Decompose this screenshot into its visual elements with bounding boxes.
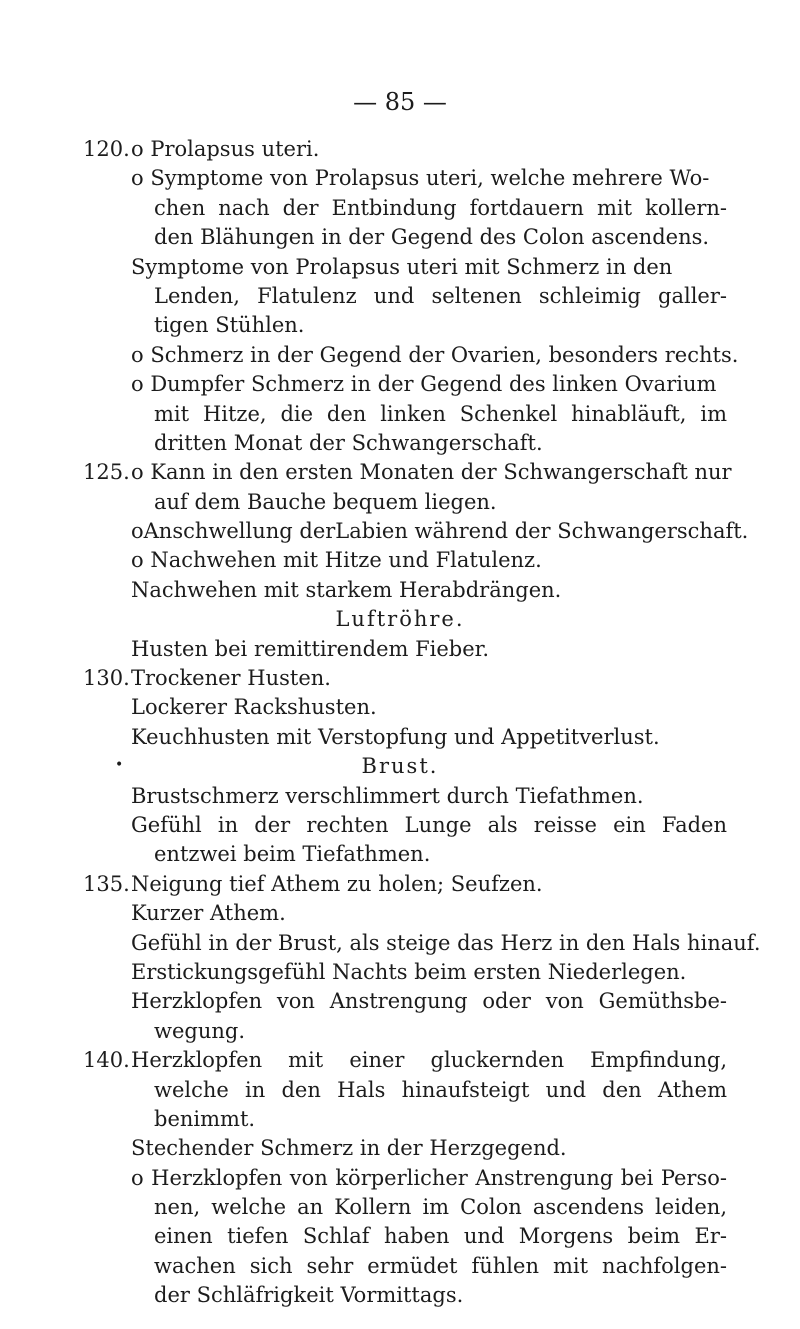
line-text: benimmt. [154,1106,256,1131]
text-line [0,576,800,605]
section-heading [0,752,800,781]
line-text: entzwei beim Tiefathmen. [154,842,431,867]
text-line [0,1252,800,1281]
line-text: Lenden, Flatulenz und seltenen schleimig galler- [154,283,727,308]
line-text: Gefühl in der Brust, als steige das Herz in den Hals hinauf. [131,930,761,955]
text-line [0,635,800,664]
line-text: Luftröhre. [335,607,465,632]
line-text: Herzklopfen von Anstrengung oder von Gemüthsbe- [131,989,727,1014]
text-line [0,664,800,693]
text-line [0,987,800,1016]
line-text: nen, welche an Kollern im Colon ascendens leiden, [154,1195,727,1220]
line-text: Erstickungsgefühl Nachts beim ersten Niederlegen. [131,959,687,984]
text-line [0,223,800,252]
line-text: tigen Stühlen. [154,313,305,338]
line-text: Herzklopfen mit einer gluckernden Empfindung, [131,1048,727,1073]
text-line [0,840,800,869]
page-number: — 85 — [353,88,447,116]
text-line [0,1105,800,1134]
line-text: Gefühl in der rechten Lunge als reisse ein Faden [131,812,727,837]
text-line [0,782,800,811]
line-text: auf dem Bauche bequem liegen. [154,489,497,514]
line-text: o Herzklopfen von körperlicher Anstrengung bei Perso- [131,1165,727,1190]
line-text: mit Hitze, die den linken Schenkel hinabläuft, im [154,401,727,426]
line-text: Neigung tief Athem zu holen; Seufzen. [131,871,543,896]
entry-number: 130. [83,666,130,691]
line-text: Stechender Schmerz in der Herzgegend. [131,1136,567,1161]
text-line [0,194,800,223]
line-text: den Blähungen in der Gegend des Colon ascendens. [154,225,710,250]
text-line [0,164,800,193]
line-text: Kurzer Athem. [131,901,286,926]
text-line [0,400,800,429]
text-line [0,341,800,370]
text-line [0,546,800,575]
line-text: wachen sich sehr ermüdet fühlen mit nachfolgen- [154,1253,727,1278]
text-line [0,899,800,928]
line-text: Brust. [361,754,439,779]
text-line [0,253,800,282]
line-text: Trockener Husten. [131,666,331,691]
line-text: o Symptome von Prolapsus uteri, welche mehrere Wo- [131,166,710,191]
text-line [0,429,800,458]
line-text: wegung. [154,1018,246,1043]
text-line [0,1281,800,1310]
line-text: Brustschmerz verschlimmert durch Tiefathmen. [131,783,644,808]
text-line [0,458,800,487]
line-text: o Schmerz in der Gegend der Ovarien, besonders rechts. [131,342,739,367]
page-body [0,135,800,1311]
text-line [0,1017,800,1046]
text-line [0,370,800,399]
text-line [0,1046,800,1075]
text-line [0,693,800,722]
entry-number: 140. [83,1048,130,1073]
text-line [0,1222,800,1251]
entry-number: 120. [83,137,130,161]
line-text: einen tiefen Schlaf haben und Morgens beim Er- [154,1224,727,1249]
line-text: o Prolapsus uteri. [131,137,320,161]
text-line [0,488,800,517]
line-text: o Dumpfer Schmerz in der Gegend des linken Ovarium [131,372,717,397]
text-line [0,929,800,958]
text-line [0,723,800,752]
line-text: Nachwehen mit starkem Herabdrängen. [131,577,562,602]
section-heading [0,605,800,634]
text-line [0,1134,800,1163]
line-text: Symptome von Prolapsus uteri mit Schmerz in den [131,254,673,279]
text-line [0,282,800,311]
line-text: oAnschwellung derLabien während der Schwangerschaft. [131,519,749,544]
line-text: o Nachwehen mit Hitze und Flatulenz. [131,548,542,573]
text-line [0,1193,800,1222]
entry-number: 135. [83,871,130,896]
text-line [0,958,800,987]
entry-number: 125. [83,460,130,485]
text-line [0,311,800,340]
line-text: o Kann in den ersten Monaten der Schwangerschaft nur [131,460,732,485]
line-text: der Schläfrigkeit Vormittags. [154,1283,464,1308]
line-text: Keuchhusten mit Verstopfung und Appetitverlust. [131,724,660,749]
line-text: Husten bei remittirendem Fieber. [131,636,490,661]
text-line [0,811,800,840]
text-line [0,1164,800,1193]
text-line [0,517,800,546]
line-text: dritten Monat der Schwangerschaft. [154,430,543,455]
text-line [0,135,800,164]
margin-mark: • [115,757,124,774]
line-text: chen nach der Entbindung fortdauern mit kollern- [154,195,727,220]
text-line [0,1076,800,1105]
line-text: welche in den Hals hinaufsteigt und den Athem [154,1077,727,1102]
text-line [0,870,800,899]
line-text: Lockerer Rackshusten. [131,695,377,720]
